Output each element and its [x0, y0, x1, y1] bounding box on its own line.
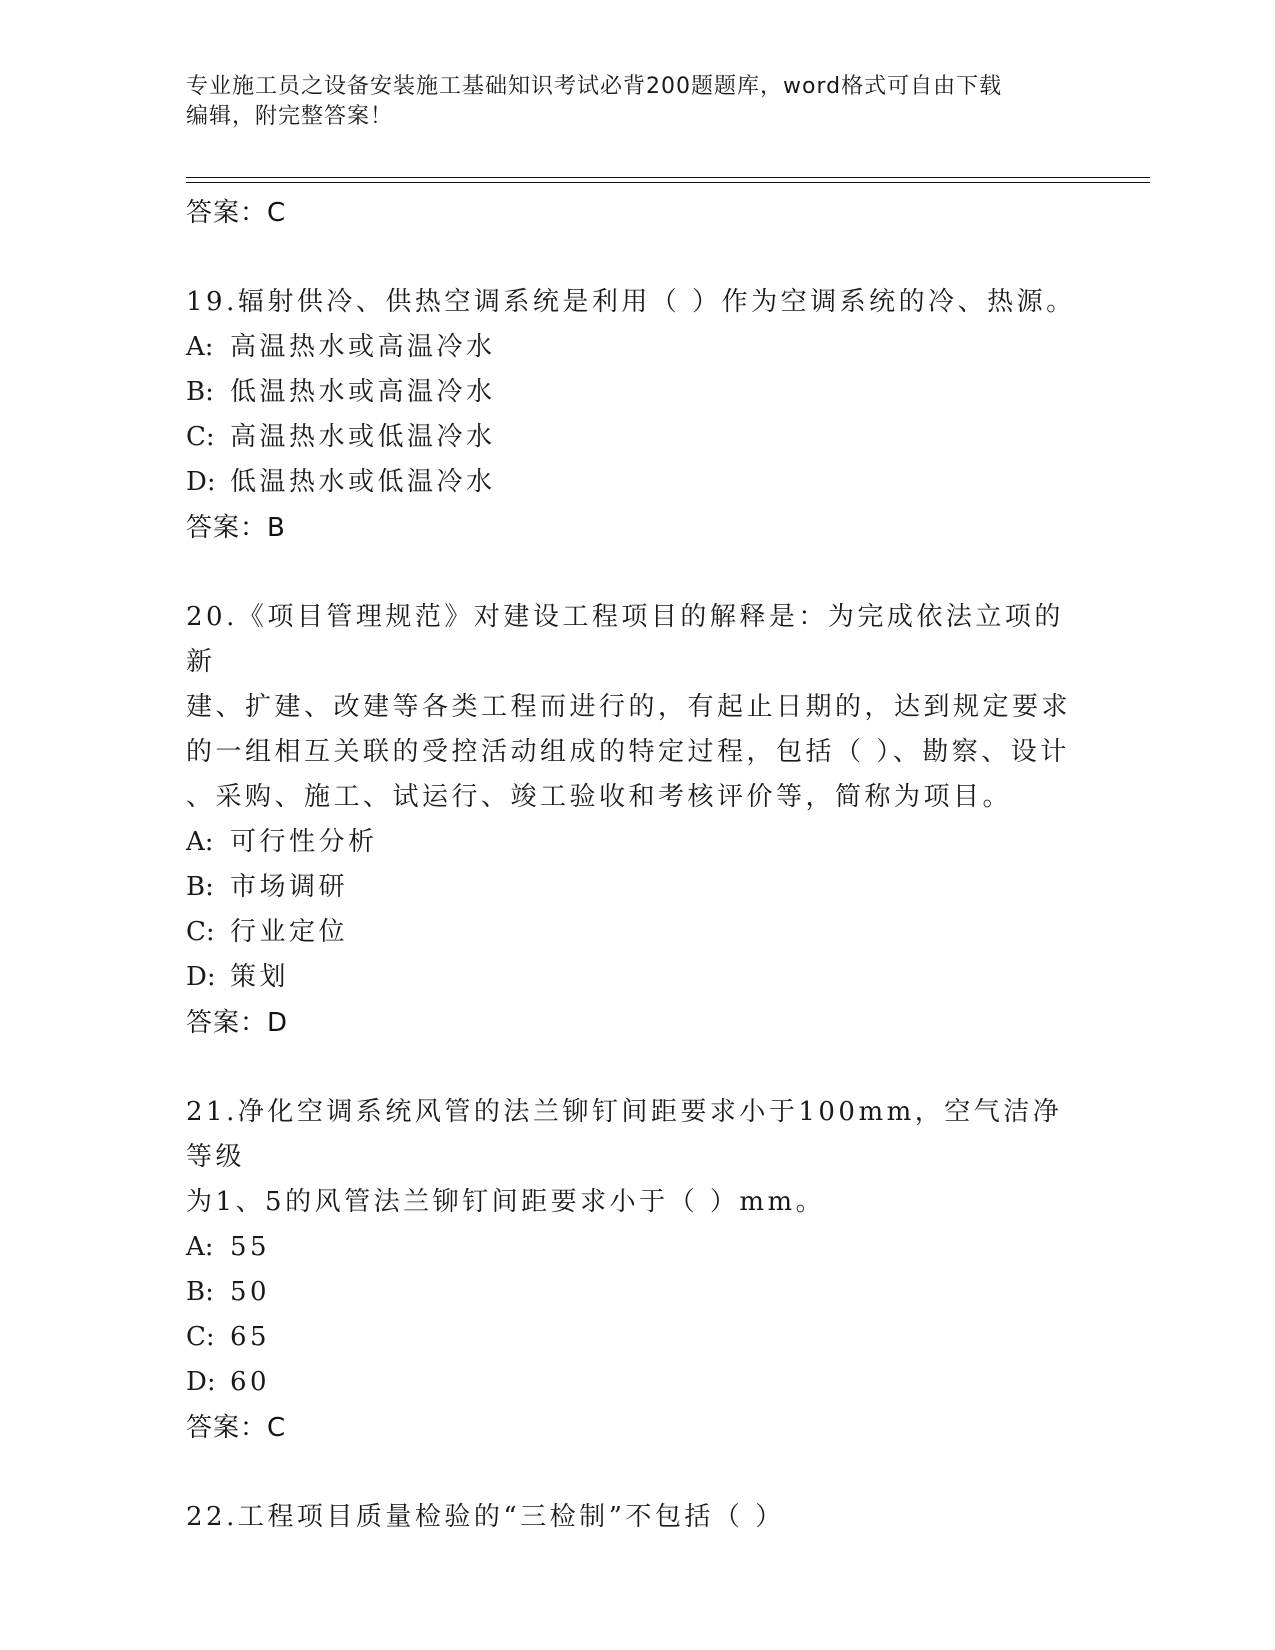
question-text: 、采购、施工、试运行、竣工验收和考核评价等，简称为项目。 — [186, 782, 1013, 812]
option-b — [186, 1270, 1076, 1315]
header-line-1: 专业施工员之设备安装施工基础知识考试必背200题题库，word格式可自由下载 — [186, 74, 1003, 99]
option-text: 50 — [230, 1277, 271, 1307]
question-text: 为1、5的风管法兰铆钉间距要求小于（ ）mm。 — [186, 1187, 826, 1217]
question-21 — [186, 1090, 1076, 1451]
option-text: 行业定位 — [230, 917, 349, 947]
option-key: A: — [186, 332, 214, 362]
document-header — [186, 72, 1066, 132]
option-d — [186, 460, 1076, 505]
option-d — [186, 1360, 1076, 1405]
question-20 — [186, 595, 1076, 1046]
option-key: B: — [186, 872, 214, 902]
question-22 — [186, 1495, 1076, 1540]
option-key: C: — [186, 1322, 215, 1352]
option-text: 可行性分析 — [230, 827, 378, 857]
question-text: 的一组相互关联的受控活动组成的特定过程，包括（ ）、勘察、设计 — [186, 737, 1070, 767]
option-c — [186, 910, 1076, 955]
option-text: 高温热水或低温冷水 — [230, 422, 496, 452]
option-b — [186, 370, 1076, 415]
question-text: 19.辐射供冷、供热空调系统是利用（ ）作为空调系统的冷、热源。 — [186, 287, 1076, 317]
option-text: 高温热水或高温冷水 — [230, 332, 496, 362]
option-key: C: — [186, 917, 215, 947]
answer-line: 答案：C — [186, 1413, 287, 1443]
option-key: B: — [186, 1277, 214, 1307]
header-rule-top — [186, 177, 1150, 178]
question-text: 21.净化空调系统风管的法兰铆钉间距要求小于100mm，空气洁净等级 — [186, 1097, 1063, 1172]
question-text: 20.《项目管理规范》对建设工程项目的解释是：为完成依法立项的新 — [186, 602, 1064, 677]
question-list — [186, 190, 1076, 1540]
option-b — [186, 865, 1076, 910]
option-key: D: — [186, 1367, 216, 1397]
option-key: D: — [186, 962, 216, 992]
question-19 — [186, 280, 1076, 551]
option-text: 低温热水或高温冷水 — [230, 377, 496, 407]
option-key: A: — [186, 827, 214, 857]
option-a — [186, 1225, 1076, 1270]
option-key: C: — [186, 422, 215, 452]
option-text: 市场调研 — [230, 872, 349, 902]
question-text: 建、扩建、改建等各类工程而进行的，有起止日期的，达到规定要求 — [186, 692, 1072, 722]
answer-line: 答案：D — [186, 1008, 289, 1038]
option-c — [186, 415, 1076, 460]
option-a — [186, 820, 1076, 865]
option-text: 60 — [230, 1367, 271, 1397]
option-key: B: — [186, 377, 214, 407]
answer-line: 答案：B — [186, 513, 286, 543]
option-text: 65 — [230, 1322, 271, 1352]
answer-line: 答案：C — [186, 198, 287, 228]
header-line-2: 编辑，附完整答案！ — [186, 104, 394, 129]
option-a — [186, 325, 1076, 370]
option-text: 55 — [230, 1232, 271, 1262]
option-key: A: — [186, 1232, 214, 1262]
option-d — [186, 955, 1076, 1000]
header-rule-bottom — [186, 182, 1150, 183]
question-text: 22.工程项目质量检验的“三检制”不包括（ ） — [186, 1502, 785, 1532]
option-key: D: — [186, 467, 216, 497]
option-text: 低温热水或低温冷水 — [230, 467, 496, 497]
option-text: 策划 — [230, 962, 290, 992]
option-c — [186, 1315, 1076, 1360]
